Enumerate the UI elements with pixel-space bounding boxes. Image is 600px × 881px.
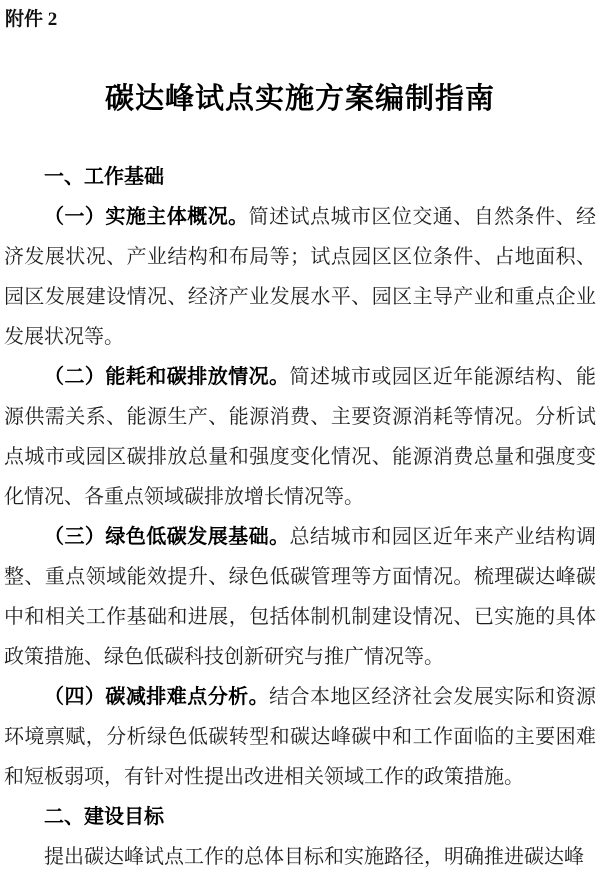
paragraph: [4, 837, 596, 877]
paragraph-body: 简述城市或园区近年能源结构、能源供需关系、能源生产、能源消费、主要资源消耗等情况。分析试点城市或园区碳排放总量和强度变化情况、能源消费总量和强度变化情况、各重点领域碳排放增长情况等。: [4, 366, 597, 508]
paragraph: [4, 197, 596, 357]
paragraph-lead: （四）碳减排难点分析。: [44, 686, 270, 708]
paragraph-body: 总结城市和园区近年来产业结构调整、重点领域能效提升、绿色低碳管理等方面情况。梳理碳达峰碳中和相关工作基础和进展，包括体制机制建设情况、已实施的具体政策措施、绿色低碳科技创新研究与推广情况等。: [4, 526, 597, 668]
paragraph: [4, 357, 596, 517]
document-title: 碳达峰试点实施方案编制指南: [104, 83, 495, 115]
section-heading-1: 一、工作基础: [44, 166, 164, 188]
section-heading-2: 二、建设目标: [44, 806, 164, 828]
attachment-label: 附件 2: [5, 9, 58, 30]
paragraph-body: 提出碳达峰试点工作的总体目标和实施路径，明确推进碳达峰: [44, 846, 584, 868]
paragraph-lead: （三）绿色低碳发展基础。: [44, 526, 290, 548]
paragraph-body: 简述试点城市区位交通、自然条件、经济发展状况、产业结构和布局等；试点园区区位条件、占地面积、园区发展建设情况、经济产业发展水平、园区主导产业和重点企业发展状况等。: [4, 206, 597, 348]
paragraph-lead: （二）能耗和碳排放情况。: [44, 366, 290, 388]
paragraph: [4, 517, 596, 677]
paragraph: [4, 677, 596, 797]
paragraph-body: 结合本地区经济社会发展实际和资源环境禀赋，分析绿色低碳转型和碳达峰碳中和工作面临的主要困难和短板弱项，有针对性提出改进相关领域工作的政策措施。: [4, 686, 597, 788]
document-body: [0, 157, 600, 877]
paragraph-lead: （一）实施主体概况。: [44, 206, 249, 228]
